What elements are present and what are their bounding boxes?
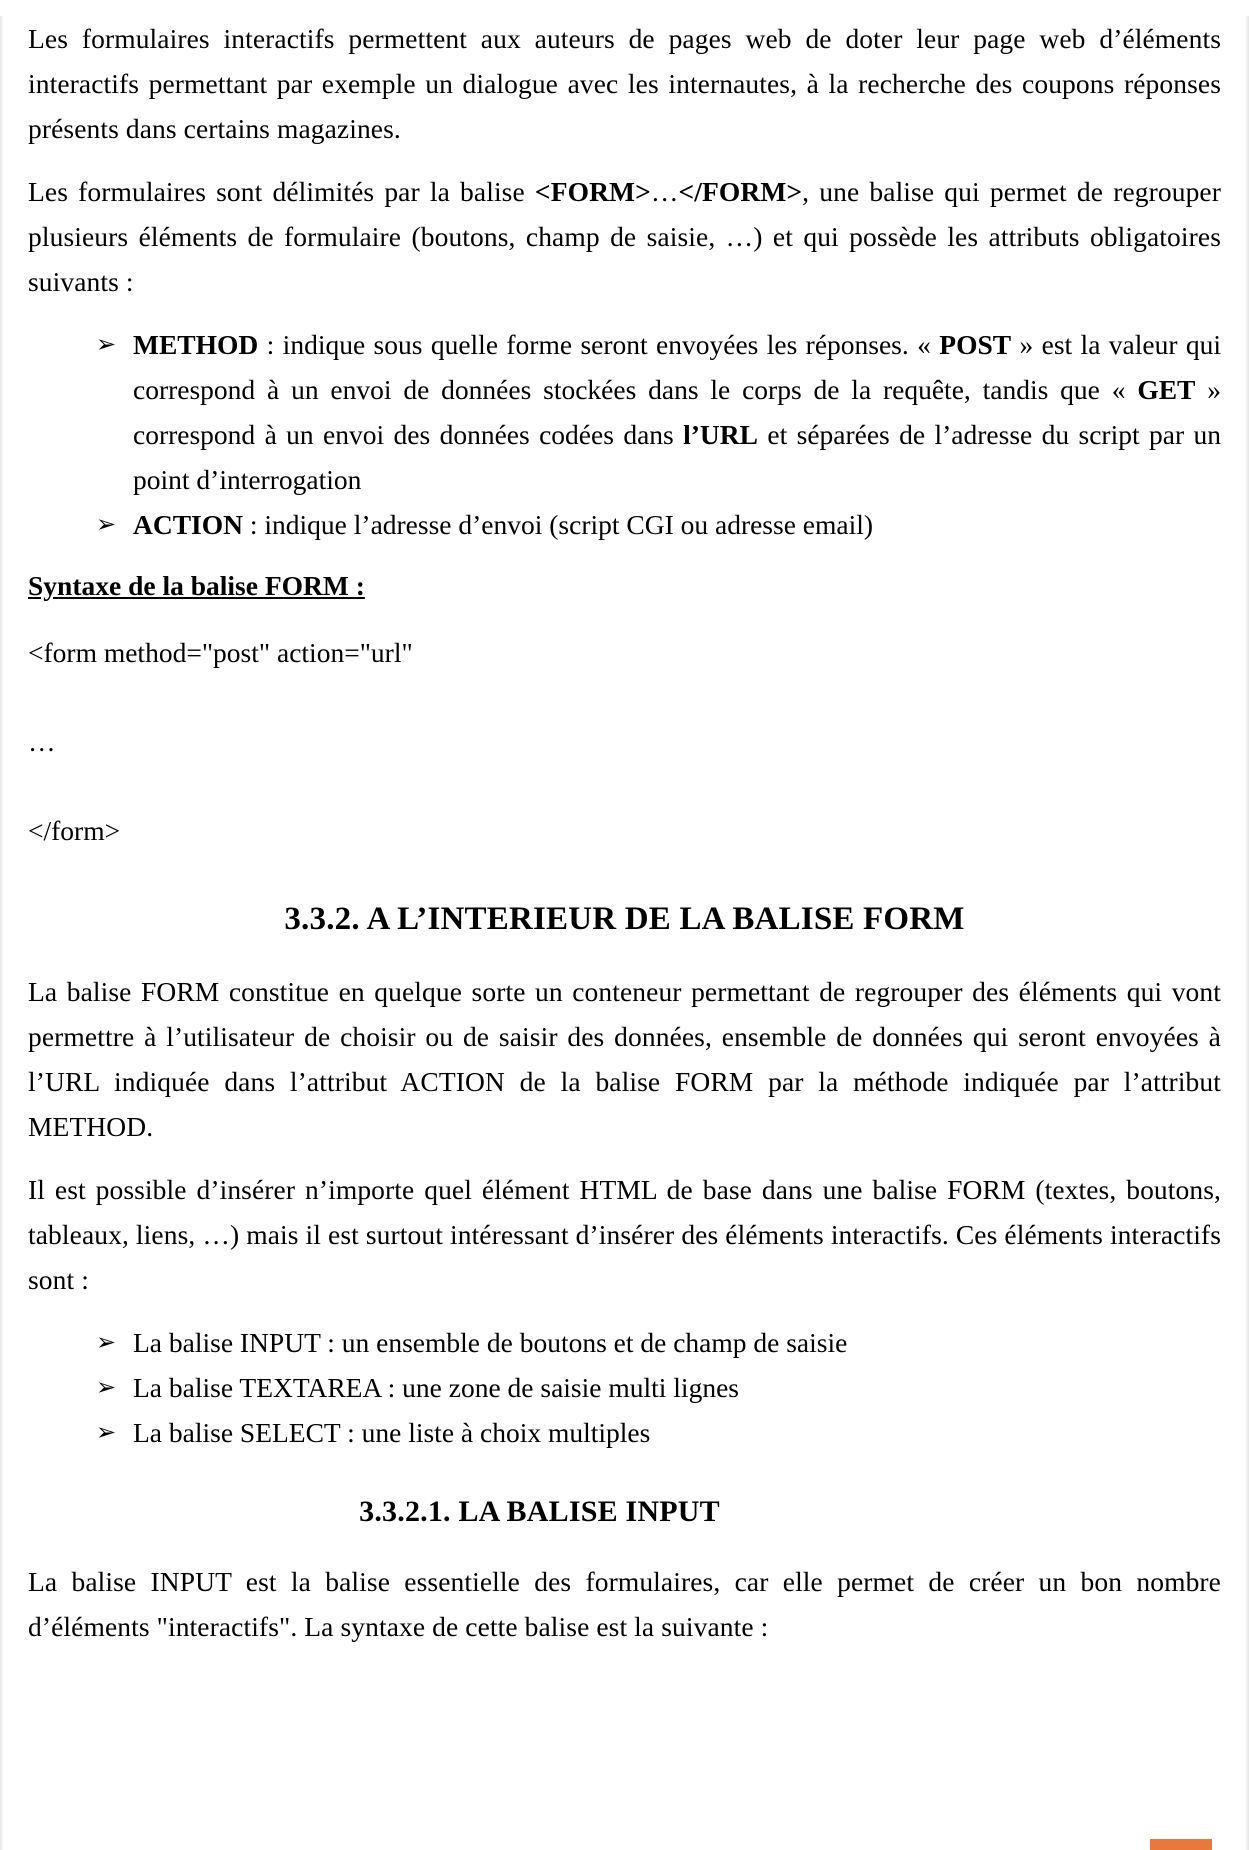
method-text-4: et séparées de l’adresse du script par un point d’interrogation	[133, 419, 1222, 495]
document-page	[0, 16, 1249, 1850]
arrow-bullet-icon: ➢	[96, 1418, 117, 1446]
code-line-ellipsis: …	[28, 726, 56, 757]
paragraph-input-intro: La balise INPUT est la balise essentielle des formulaires, car elle permet de créer un bon nombre d’éléments "interactifs". La syntaxe de cette balise est la suivante :	[28, 1566, 1221, 1642]
page-right-edge-shadow	[1245, 16, 1249, 1850]
method-text-2: » est la valeur qui correspond à un envoi de données stockées dans le corps de la requête, tandis que «	[133, 329, 1222, 405]
method-text-1: : indique sous quelle forme seront envoyées les réponses. «	[258, 329, 940, 360]
accent-bar	[1150, 1839, 1212, 1850]
arrow-bullet-icon: ➢	[96, 330, 117, 358]
form-open-tag-bold: <FORM>	[534, 176, 651, 207]
list-item-label: La balise TEXTAREA : une zone de saisie multi lignes	[133, 1372, 739, 1403]
paragraph-form-container: La balise FORM constitue en quelque sorte un conteneur permettant de regrouper des éléments qui vont permettre à l’utilisateur de choisir ou de saisir des données, ensemble de données qui seront envoyées à l’URL indiquée dans l’attribut ACTION de la balise FORM par la méthode indiquée par l’attribut METHOD.	[28, 976, 1221, 1142]
interactive-elements-list	[28, 1320, 1221, 1455]
paragraph-form-tag-definition	[28, 169, 1221, 304]
form-close-tag-bold: </FORM>	[678, 176, 803, 207]
form-tag-ellipsis: …	[650, 176, 679, 207]
paragraph-intro: Les formulaires interactifs permettent aux auteurs de pages web de doter leur page web d’éléments interactifs permettant par exemple un dialogue avec les internautes, à la recherche des coupons réponses présents dans certains magazines.	[28, 23, 1221, 144]
arrow-bullet-icon: ➢	[96, 1373, 117, 1401]
attribute-term-action: ACTION	[133, 509, 244, 540]
page-left-edge-shadow	[0, 16, 4, 1850]
form-attributes-list	[28, 322, 1221, 547]
attribute-term-method: METHOD	[133, 329, 259, 360]
code-line-form-open: <form method="post" action="url"	[28, 637, 413, 668]
list-item-select-tag	[28, 1410, 1221, 1455]
page-section-heading-3-3-2-1: 3.3.2.1. LA BALISE INPUT	[359, 1495, 720, 1528]
syntax-heading: Syntaxe de la balise FORM :	[28, 570, 365, 601]
method-url-emphasis: l’URL	[683, 419, 758, 450]
list-item-label: La balise SELECT : une liste à choix multiples	[133, 1417, 651, 1448]
page-section-heading-3-3-2: 3.3.2. A L’INTERIEUR DE LA BALISE FORM	[284, 901, 965, 937]
form-tag-text-part-1: Les formulaires sont délimités par la balise	[28, 176, 535, 207]
code-line-form-close: </form>	[28, 815, 121, 846]
arrow-bullet-icon: ➢	[96, 510, 117, 538]
list-item-action	[28, 502, 1221, 547]
method-value-post: POST	[939, 329, 1012, 360]
method-value-get: GET	[1137, 374, 1196, 405]
list-item-method	[28, 322, 1221, 502]
paragraph-insert-elements: Il est possible d’insérer n’importe quel élément HTML de base dans une balise FORM (textes, boutons, tableaux, liens, …) mais il est surtout intéressant d’insérer des éléments interactifs. Ces éléments interactifs sont :	[28, 1174, 1221, 1295]
arrow-bullet-icon: ➢	[96, 1328, 117, 1356]
list-item-textarea-tag	[28, 1365, 1221, 1410]
action-text-1: : indique l’adresse d’envoi (script CGI ou adresse email)	[243, 509, 874, 540]
form-tag-text-part-2: , une balise qui permet de regrouper plusieurs éléments de formulaire (boutons, champ de saisie, …) et qui possède les attributs obligatoires suivants :	[28, 176, 1221, 297]
list-item-input-tag	[28, 1320, 1221, 1365]
list-item-label: La balise INPUT : un ensemble de boutons et de champ de saisie	[133, 1327, 848, 1358]
method-text-3: » correspond à un envoi des données codées dans	[133, 374, 1221, 450]
